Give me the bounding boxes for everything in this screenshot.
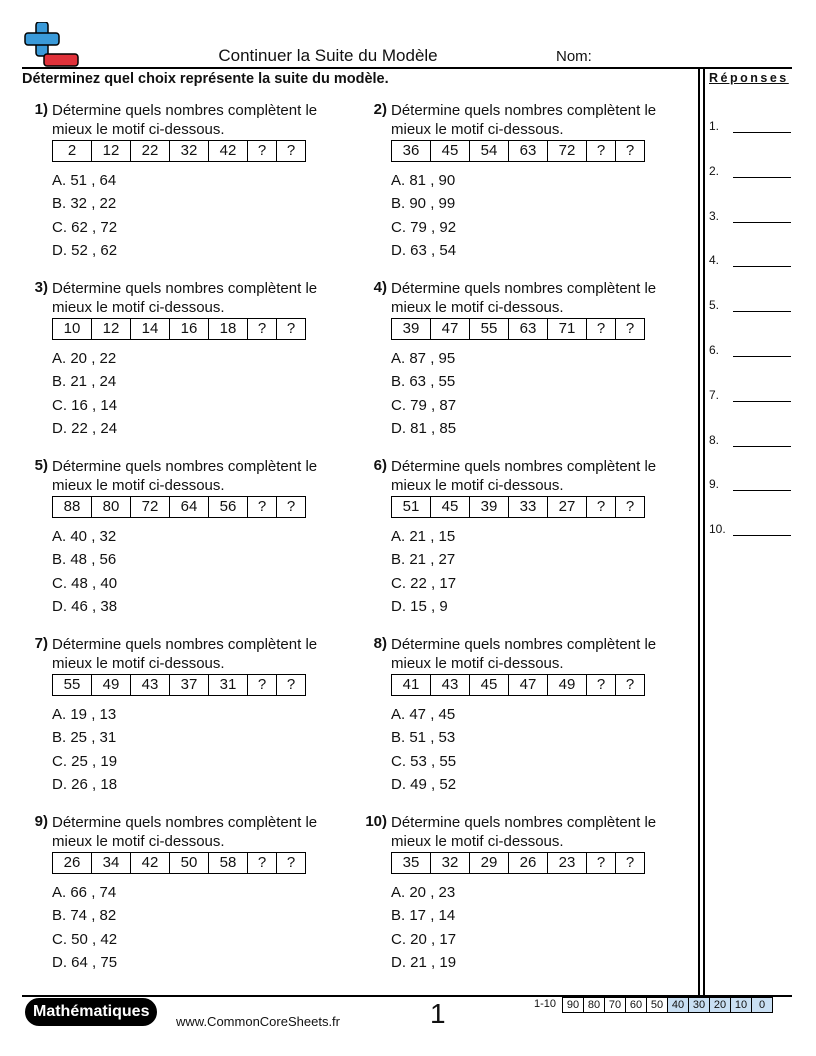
sequence-unknown-cell: ? [625, 320, 635, 337]
problem-question: Détermine quels nombres complètent le mieux le motif ci-dessous. [391, 814, 657, 850]
sequence-unknown-cell: ? [286, 676, 296, 693]
site-url: www.CommonCoreSheets.fr [176, 1014, 340, 1029]
sequence-box [52, 140, 306, 162]
option-b: B. 32 , 22 [52, 195, 117, 213]
answer-line[interactable] [709, 298, 793, 312]
problem-question: Détermine quels nombres complètent le mieux le motif ci-dessous. [391, 458, 657, 494]
option-c: C. 62 , 72 [52, 218, 118, 236]
sequence-cell: 37 [170, 675, 209, 695]
sequence-cell: 47 [509, 675, 548, 695]
sequence-unknown-cell: ? [286, 142, 296, 159]
sequence-cell: 12 [92, 141, 131, 161]
answer-number: 10. [709, 522, 726, 537]
answer-blank[interactable] [733, 401, 791, 402]
answer-number: 8. [709, 432, 720, 447]
sequence-unknown-cell: ? [248, 675, 277, 695]
option-a: A. 19 , 13 [52, 706, 117, 723]
answers-title: Réponses [709, 71, 789, 85]
sequence-cell: 23 [548, 853, 587, 873]
sequence-cell: 12 [92, 319, 131, 339]
option-b: B. 74 , 82 [52, 907, 117, 925]
sequence-cell: 64 [170, 497, 209, 517]
option-d: D. 22 , 24 [52, 420, 118, 438]
option-c: C. 79 , 87 [391, 396, 457, 414]
name-label: Nom: [556, 48, 592, 65]
sequence-unknown-cell: ? [625, 142, 635, 159]
answer-number: 7. [709, 387, 720, 402]
option-a: A. 20 , 22 [52, 350, 117, 367]
sequence-unknown-cell: ? [625, 854, 635, 871]
sequence-cell: 22 [131, 141, 170, 161]
option-c: C. 48 , 40 [52, 574, 118, 592]
sequence-cell: 41 [392, 675, 431, 695]
problem-number: 5) [34, 457, 48, 474]
answer-line[interactable] [709, 477, 793, 491]
sequence-cell: 33 [509, 497, 548, 517]
score-range-label: 1-10 [534, 998, 557, 1010]
sequence-cell: 49 [548, 675, 587, 695]
sequence-cell: 14 [131, 319, 170, 339]
problem-number: 8) [373, 635, 387, 652]
sequence-cell: 55 [470, 319, 509, 339]
answer-column-divider-inner [703, 68, 705, 996]
sequence-box [391, 318, 645, 340]
answer-number: 6. [709, 343, 720, 357]
sequence-unknown-cell: ? [625, 676, 635, 693]
option-a: A. 66 , 74 [52, 884, 117, 901]
answer-number: 1. [709, 119, 720, 133]
option-a: A. 40 , 32 [52, 528, 117, 545]
sequence-cell: 31 [209, 675, 248, 695]
sequence-cell: 36 [392, 141, 431, 161]
sequence-box [52, 318, 306, 340]
option-b: B. 21 , 27 [391, 551, 456, 569]
option-d: D. 64 , 75 [52, 954, 118, 972]
problem-number: 6) [373, 457, 387, 474]
sequence-cell: 47 [431, 319, 470, 339]
sequence-unknown-cell: ? [286, 498, 296, 515]
sequence-unknown-cell: ? [587, 497, 616, 517]
answer-blank[interactable] [733, 356, 791, 357]
option-a: A. 81 , 90 [391, 172, 456, 189]
options-list [391, 705, 456, 799]
problem-question: Détermine quels nombres complètent le mieux le motif ci-dessous. [391, 102, 657, 138]
problem-number: 1) [34, 101, 48, 118]
answer-blank[interactable] [733, 266, 791, 267]
sequence-cell: 63 [509, 141, 548, 161]
option-b: B. 90 , 99 [391, 195, 456, 213]
score-cell: 10 [731, 997, 752, 1013]
option-d: D. 21 , 19 [391, 954, 457, 972]
sequence-cell: 26 [53, 853, 92, 873]
sequence-unknown-cell: ? [587, 675, 616, 695]
options-list [52, 171, 117, 265]
option-b: B. 25 , 31 [52, 729, 117, 747]
option-a: A. 20 , 23 [391, 884, 456, 901]
problem-number: 3) [34, 279, 48, 296]
sequence-cell: 32 [170, 141, 209, 161]
sequence-cell: 35 [392, 853, 431, 873]
sequence-cell: 45 [470, 675, 509, 695]
answer-number: 4. [709, 253, 720, 268]
options-list [391, 883, 456, 977]
problem-question: Détermine quels nombres complètent le mieux le motif ci-dessous. [391, 280, 657, 316]
sequence-unknown-cell: ? [625, 498, 635, 515]
options-list [391, 349, 456, 443]
option-c: C. 20 , 17 [391, 930, 457, 948]
sequence-cell: 45 [431, 497, 470, 517]
answer-line[interactable] [709, 253, 793, 267]
answer-blank[interactable] [733, 446, 791, 447]
sequence-box [52, 852, 306, 874]
sequence-cell: 42 [131, 853, 170, 873]
options-list [52, 349, 117, 443]
option-d: D. 46 , 38 [52, 598, 118, 616]
answer-line[interactable] [709, 522, 793, 536]
option-a: A. 51 , 64 [52, 172, 117, 189]
sequence-box [391, 496, 645, 518]
problem-question: Détermine quels nombres complètent le mieux le motif ci-dessous. [52, 458, 318, 494]
sequence-unknown-cell: ? [587, 319, 616, 339]
score-cell: 60 [626, 997, 647, 1013]
sequence-unknown-cell: ? [248, 853, 277, 873]
sequence-cell: 34 [92, 853, 131, 873]
option-c: C. 25 , 19 [52, 752, 118, 770]
answer-number: 9. [709, 477, 720, 492]
sequence-cell: 45 [431, 141, 470, 161]
answer-blank[interactable] [733, 132, 791, 133]
option-b: B. 48 , 56 [52, 551, 117, 569]
sequence-cell: 71 [548, 319, 587, 339]
score-cell: 30 [689, 997, 710, 1013]
sequence-cell: 18 [209, 319, 248, 339]
option-a: A. 21 , 15 [391, 528, 456, 545]
page-number: 1 [430, 998, 446, 1029]
problem-question: Détermine quels nombres complètent le mieux le motif ci-dessous. [52, 636, 318, 672]
sequence-cell: 2 [53, 141, 92, 161]
problem-number: 10) [365, 813, 387, 830]
problem-question: Détermine quels nombres complètent le mieux le motif ci-dessous. [52, 102, 318, 138]
option-c: C. 79 , 92 [391, 218, 457, 236]
sequence-cell: 16 [170, 319, 209, 339]
sequence-unknown-cell: ? [286, 854, 296, 871]
sequence-cell: 26 [509, 853, 548, 873]
answer-line[interactable] [709, 433, 793, 447]
problem-number: 4) [373, 279, 387, 296]
sequence-box [391, 674, 645, 696]
answer-line[interactable] [709, 209, 793, 223]
score-cell: 50 [647, 997, 668, 1013]
sequence-box [391, 852, 645, 874]
problem-number: 7) [34, 635, 48, 652]
answer-line[interactable] [709, 164, 793, 178]
sequence-unknown-cell: ? [248, 319, 277, 339]
answer-blank[interactable] [733, 177, 791, 178]
option-b: B. 21 , 24 [52, 373, 117, 391]
answer-number: 2. [709, 163, 720, 178]
sequence-cell: 80 [92, 497, 131, 517]
answer-number: 5. [709, 298, 720, 313]
option-c: C. 16 , 14 [52, 396, 118, 414]
subject-badge: Mathématiques [25, 998, 157, 1026]
sequence-unknown-cell: ? [286, 320, 296, 337]
option-c: C. 50 , 42 [52, 930, 118, 948]
sequence-cell: 32 [431, 853, 470, 873]
option-d: D. 81 , 85 [391, 420, 457, 438]
sequence-cell: 58 [209, 853, 248, 873]
score-cell: 90 [562, 997, 584, 1013]
instructions: Déterminez quel choix représente la suite du modèle. [22, 71, 389, 87]
options-list [52, 527, 117, 621]
sequence-cell: 55 [53, 675, 92, 695]
score-cell: 80 [584, 997, 605, 1013]
option-c: C. 53 , 55 [391, 752, 457, 770]
problem-question: Détermine quels nombres complètent le mieux le motif ci-dessous. [391, 636, 657, 672]
sequence-cell: 49 [92, 675, 131, 695]
problem-question: Détermine quels nombres complètent le mieux le motif ci-dessous. [52, 280, 318, 316]
sequence-cell: 50 [170, 853, 209, 873]
sequence-cell: 54 [470, 141, 509, 161]
options-list [52, 705, 117, 799]
answer-blank[interactable] [733, 222, 791, 223]
option-b: B. 17 , 14 [391, 907, 456, 925]
top-divider [22, 67, 792, 69]
sequence-unknown-cell: ? [248, 497, 277, 517]
option-b: B. 51 , 53 [391, 729, 456, 747]
problem-number: 9) [34, 813, 48, 830]
sequence-cell: 63 [509, 319, 548, 339]
sequence-cell: 43 [131, 675, 170, 695]
score-cell: 0 [752, 997, 773, 1013]
answer-number: 3. [709, 208, 720, 223]
score-cell: 70 [605, 997, 626, 1013]
sequence-cell: 43 [431, 675, 470, 695]
option-d: D. 52 , 62 [52, 242, 118, 260]
sequence-unknown-cell: ? [587, 853, 616, 873]
option-d: D. 15 , 9 [391, 598, 448, 616]
sequence-cell: 88 [53, 497, 92, 517]
sequence-cell: 10 [53, 319, 92, 339]
sequence-cell: 39 [392, 319, 431, 339]
sequence-box [391, 140, 645, 162]
sequence-cell: 51 [392, 497, 431, 517]
option-c: C. 22 , 17 [391, 574, 457, 592]
score-table [534, 997, 773, 1013]
option-a: A. 47 , 45 [391, 706, 456, 723]
score-cell: 20 [710, 997, 731, 1013]
score-cell: 40 [668, 997, 689, 1013]
problem-number: 2) [373, 101, 387, 118]
answer-line[interactable] [709, 119, 793, 133]
option-b: B. 63 , 55 [391, 373, 456, 391]
options-list [52, 883, 117, 977]
sequence-unknown-cell: ? [587, 141, 616, 161]
sequence-cell: 29 [470, 853, 509, 873]
sequence-cell: 42 [209, 141, 248, 161]
sequence-cell: 72 [131, 497, 170, 517]
problem-question: Détermine quels nombres complètent le mieux le motif ci-dessous. [52, 814, 318, 850]
option-d: D. 26 , 18 [52, 776, 118, 794]
sequence-box [52, 496, 306, 518]
options-list [391, 171, 456, 265]
options-list [391, 527, 456, 621]
sequence-cell: 39 [470, 497, 509, 517]
sequence-cell: 27 [548, 497, 587, 517]
answer-column-divider [698, 68, 700, 996]
option-d: D. 63 , 54 [391, 242, 457, 260]
option-d: D. 49 , 52 [391, 776, 457, 794]
answer-blank[interactable] [733, 535, 791, 536]
answer-blank[interactable] [733, 490, 791, 491]
sequence-unknown-cell: ? [248, 141, 277, 161]
sequence-box [52, 674, 306, 696]
option-a: A. 87 , 95 [391, 350, 456, 367]
answer-line[interactable] [709, 343, 793, 357]
sequence-cell: 56 [209, 497, 248, 517]
answer-line[interactable] [709, 388, 793, 402]
worksheet-title: Continuer la Suite du Modèle [218, 46, 438, 65]
sequence-cell: 72 [548, 141, 587, 161]
answer-blank[interactable] [733, 311, 791, 312]
